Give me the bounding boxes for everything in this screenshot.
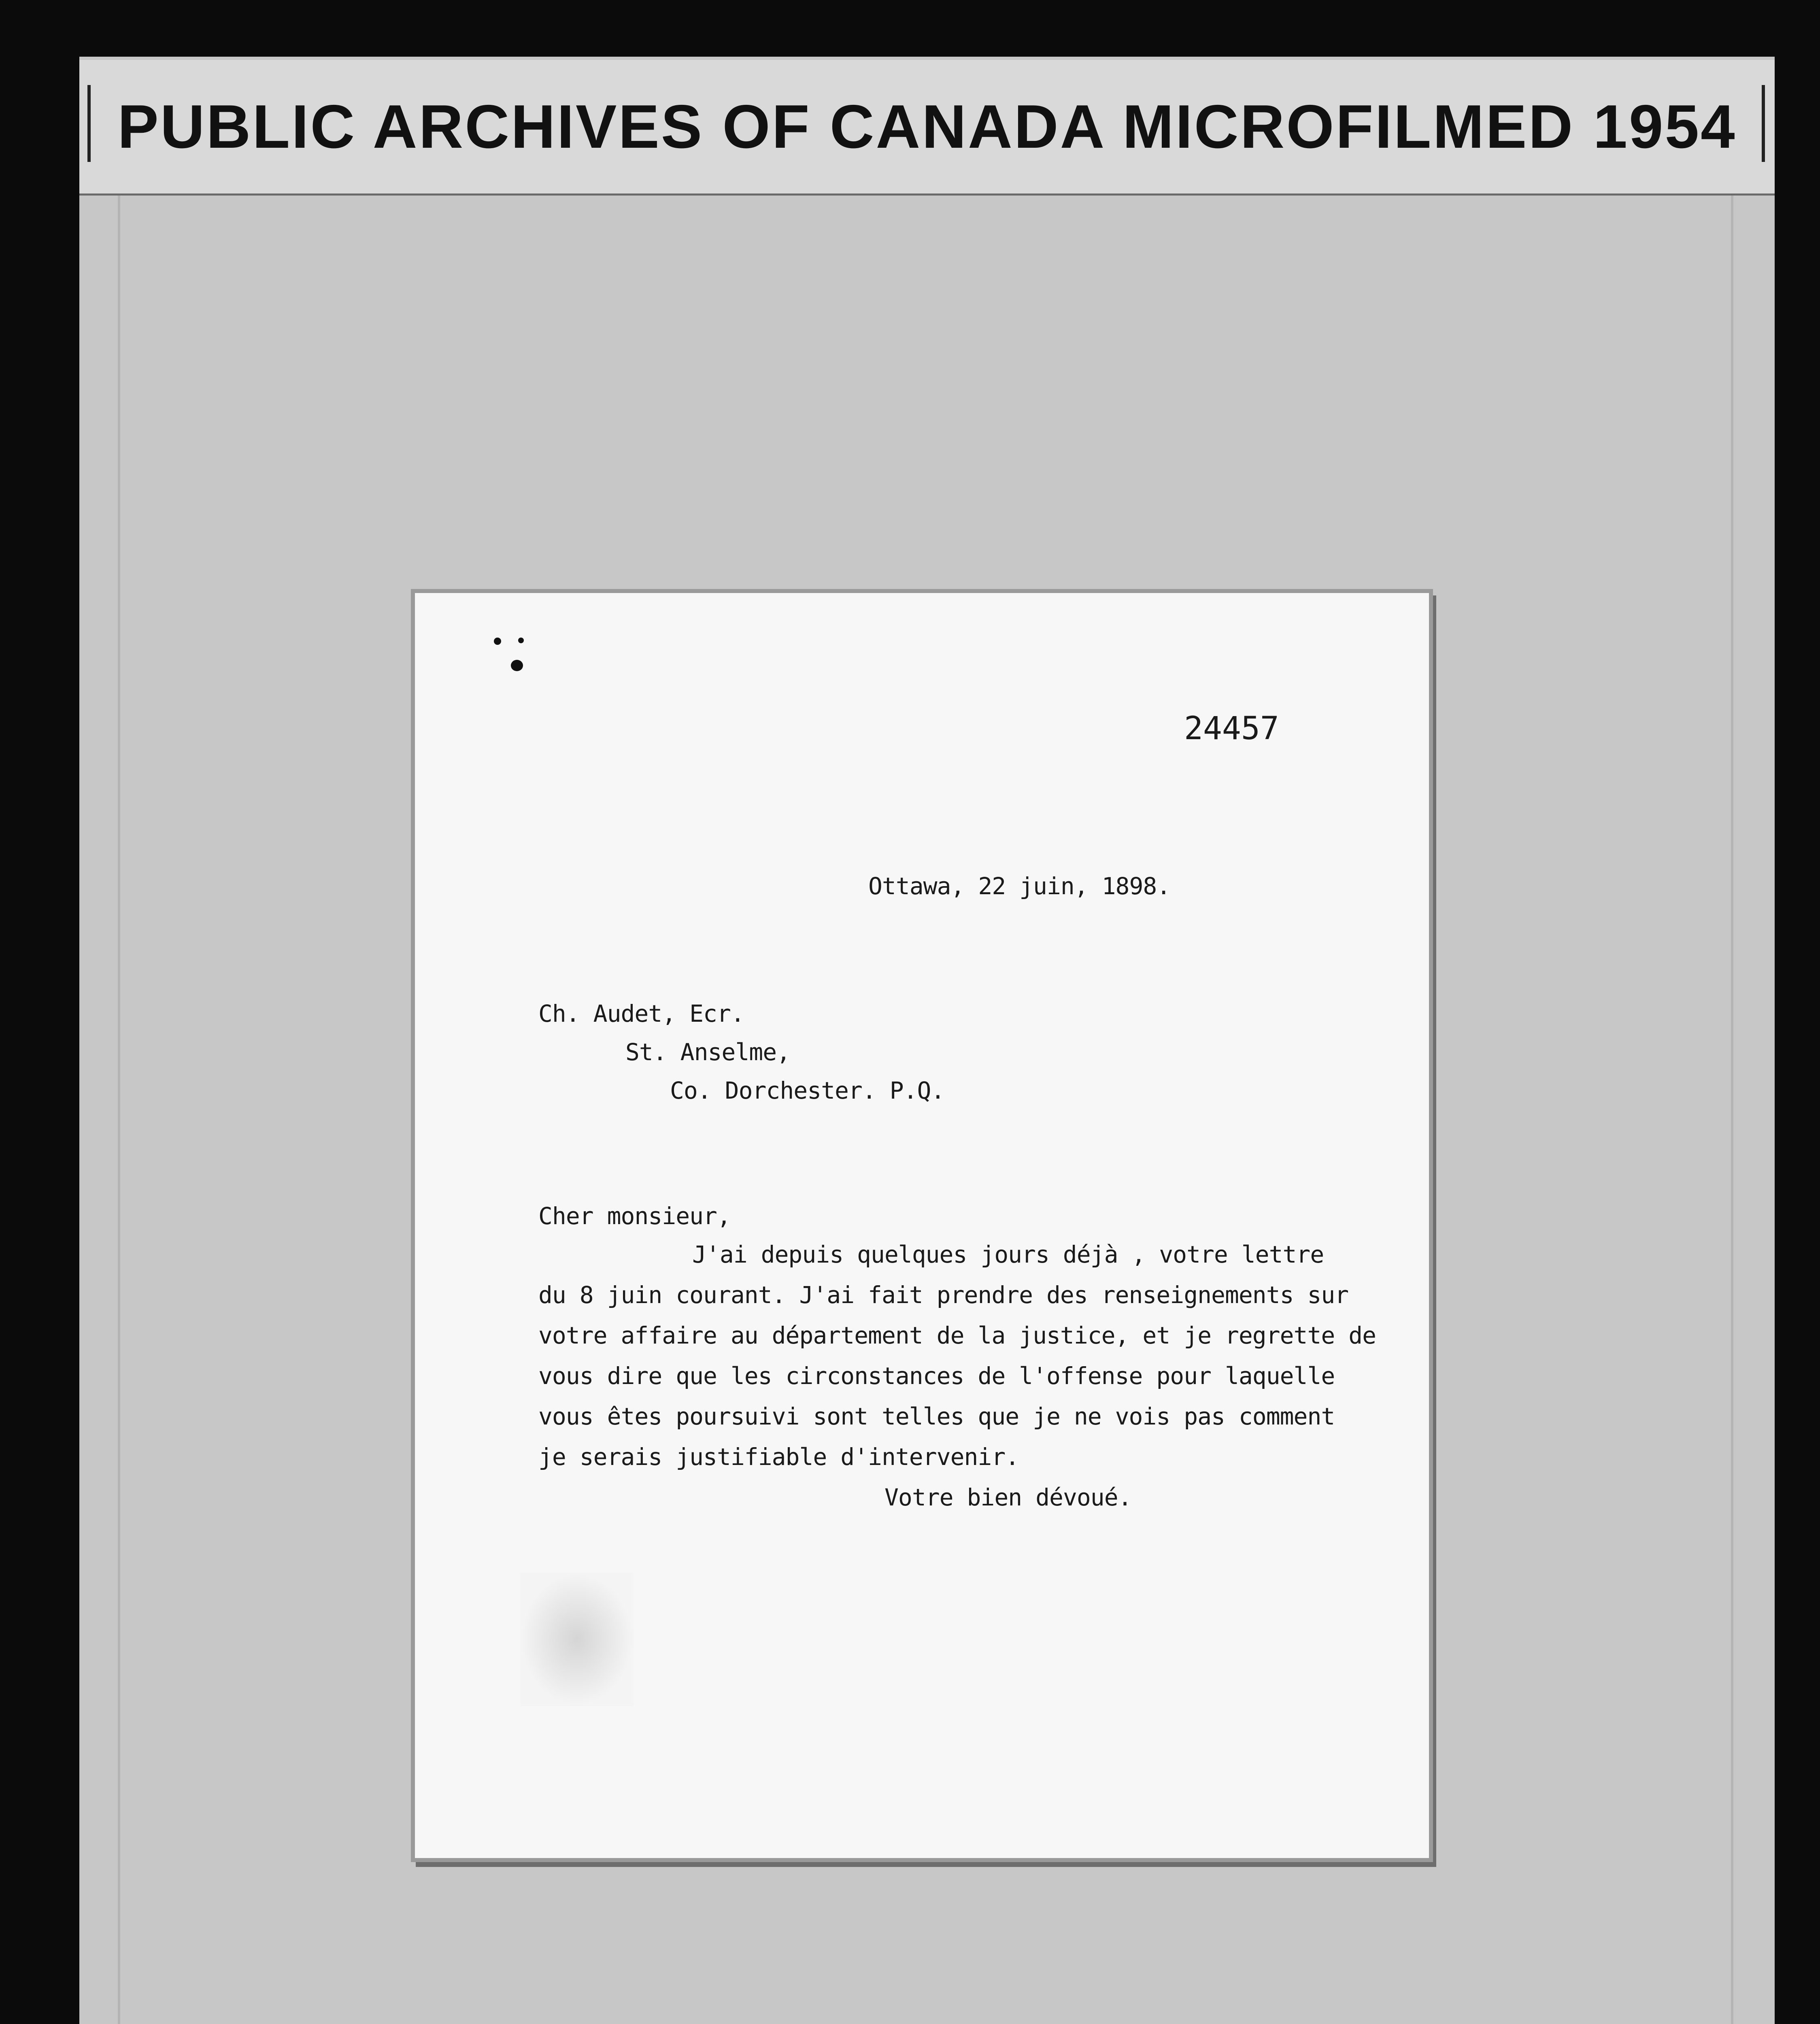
body-line: vous dire que les circonstances de l'offense pour laquelle	[538, 1362, 1335, 1390]
board-edge-line	[1731, 190, 1733, 2024]
salutation: Cher monsieur,	[538, 1202, 731, 1230]
address-line-county: Co. Dorchester. P.Q.	[670, 1077, 945, 1104]
body-line: J'ai depuis quelques jours déjà , votre lettre	[692, 1241, 1324, 1268]
body-line: votre affaire au département de la justice, et je regrette de	[538, 1322, 1376, 1349]
ink-spot	[494, 638, 501, 645]
date-line: Ottawa, 22 juin, 1898.	[868, 872, 1171, 900]
document-number: 24457	[1184, 710, 1279, 747]
header-right-mark	[1762, 85, 1765, 162]
address-line-name: Ch. Audet, Ecr.	[538, 1000, 744, 1027]
archive-header-strip	[79, 60, 1775, 196]
body-line: vous êtes poursuivi sont telles que je ne vois pas comment	[538, 1403, 1335, 1430]
header-left-mark	[87, 85, 91, 162]
board-edge-line	[118, 190, 120, 2024]
letter-body	[538, 1241, 1409, 1484]
letter-page	[415, 593, 1429, 1858]
ink-spot	[511, 660, 523, 671]
ink-spot	[518, 638, 524, 643]
body-line: du 8 juin courant. J'ai fait prendre des renseignements sur	[538, 1281, 1349, 1309]
body-line: je serais justifiable d'intervenir.	[538, 1443, 1019, 1471]
archive-header-text: PUBLIC ARCHIVES OF CANADA MICROFILMED 1954	[117, 92, 1737, 161]
paper-stain	[520, 1573, 634, 1706]
closing: Votre bien dévoué.	[884, 1484, 1132, 1511]
address-line-town: St. Anselme,	[625, 1038, 791, 1066]
